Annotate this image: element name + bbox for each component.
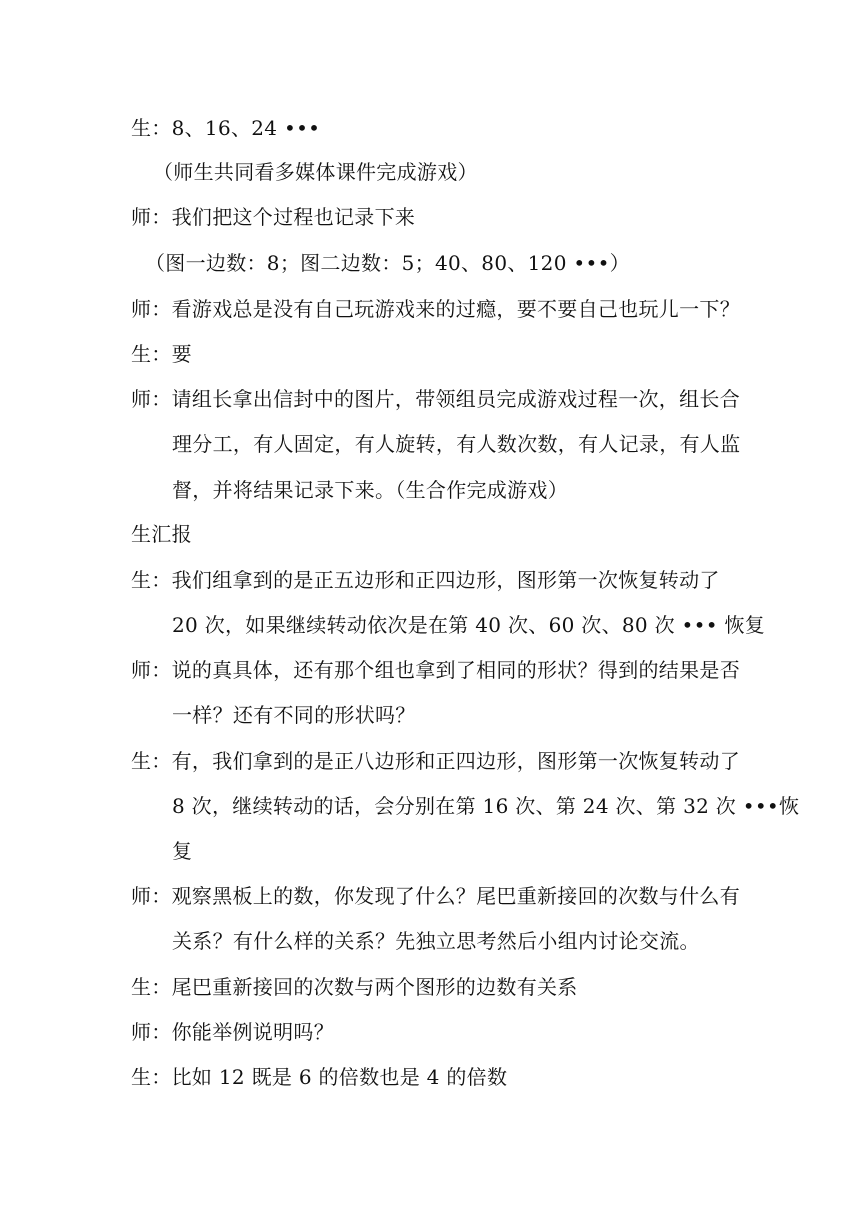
text-line: 理分工，有人固定，有人旋转，有人数次数，有人记录，有人监 [172, 432, 741, 456]
text-line: 生：我们组拿到的是正五边形和正四边形，图形第一次恢复转动了 [131, 568, 720, 592]
text-line: 生汇报 [131, 522, 192, 546]
text-line: 生：比如 12 既是 6 的倍数也是 4 的倍数 [131, 1065, 508, 1089]
text-line: 复 [172, 839, 193, 863]
text-line: 20 次，如果继续转动依次是在第 40 次、60 次、80 次 ••• 恢复 [172, 613, 766, 637]
text-line: 生：要 [131, 342, 192, 366]
text-line: 师：说的真具体，还有那个组也拿到了相同的形状？得到的结果是否 [131, 658, 740, 682]
text-line: 生：尾巴重新接回的次数与两个图形的边数有关系 [131, 975, 578, 999]
text-line: 8 次，继续转动的话，会分别在第 16 次、第 24 次、第 32 次 •••恢 [172, 794, 800, 818]
text-line: 师：看游戏总是没有自己玩游戏来的过瘾，要不要自己也玩儿一下？ [131, 297, 740, 321]
text-line: （师生共同看多媒体课件完成游戏） [153, 160, 478, 184]
text-line: 师：我们把这个过程也记录下来 [131, 205, 416, 229]
text-line: 一样？还有不同的形状吗？ [172, 703, 416, 727]
text-line: （图一边数：8；图二边数：5；40、80、120 •••） [145, 251, 630, 275]
text-line: 督，并将结果记录下来。（生合作完成游戏） [172, 478, 568, 502]
text-line: 生：8、16、24 ••• [131, 116, 321, 140]
text-line: 师：你能举例说明吗？ [131, 1020, 334, 1044]
text-line: 生：有，我们拿到的是正八边形和正四边形，图形第一次恢复转动了 [131, 749, 740, 773]
text-line: 师：观察黑板上的数，你发现了什么？尾巴重新接回的次数与什么有 [131, 884, 740, 908]
text-line: 师：请组长拿出信封中的图片，带领组员完成游戏过程一次，组长合 [131, 387, 740, 411]
text-line: 关系？有什么样的关系？先独立思考然后小组内讨论交流。 [172, 929, 700, 953]
